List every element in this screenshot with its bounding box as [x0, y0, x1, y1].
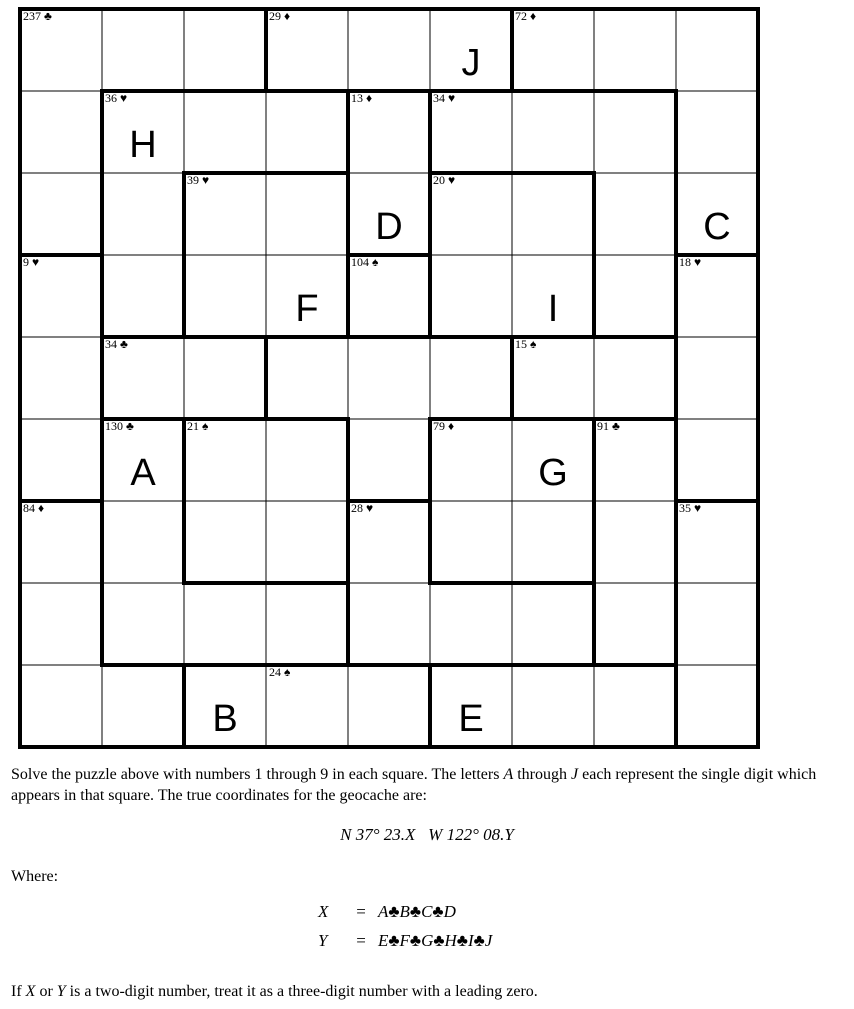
- cage-clue: 237 ♣: [23, 9, 52, 23]
- equation-y-equals: =: [356, 931, 366, 950]
- cage-clue: 104 ♠: [351, 255, 379, 269]
- puzzle-grid: [18, 7, 755, 745]
- cage-clue: 13 ♦: [351, 91, 373, 105]
- footer-y: Y: [56, 983, 66, 1000]
- coords-y: Y: [504, 825, 514, 844]
- cage-clue: 84 ♦: [23, 501, 45, 515]
- cage-clue: 21 ♠: [187, 419, 209, 433]
- cell-letter: J: [461, 42, 481, 84]
- cage-clue: 24 ♠: [269, 665, 291, 679]
- cage-clue: 79 ♦: [433, 419, 455, 433]
- cage-clue: 9 ♥: [23, 255, 40, 269]
- cell-letter: I: [547, 288, 559, 330]
- cell-letter: C: [703, 206, 731, 248]
- grid-outer-border: [20, 9, 758, 747]
- cage-clue: 29 ♦: [269, 9, 291, 23]
- cage-clue: 72 ♦: [515, 9, 537, 23]
- equation-y: [318, 931, 492, 951]
- cage-clue: 15 ♠: [515, 337, 537, 351]
- grid-lines: [18, 7, 760, 750]
- instructions-text-1: Solve the puzzle above with numbers 1 through 9 in each square. The letters: [11, 766, 504, 783]
- cell-letter: A: [130, 452, 156, 494]
- cage-clue: 130 ♣: [105, 419, 134, 433]
- cage-clue: 34 ♣: [105, 337, 128, 351]
- coords-x: X: [405, 825, 416, 844]
- instructions-text-2: through: [513, 766, 572, 783]
- cage-clue: 28 ♥: [351, 501, 374, 515]
- footer-text-3: is a two-digit number, treat it as a three-digit number with a leading zero.: [65, 983, 538, 1000]
- cage-clue: 36 ♥: [105, 91, 128, 105]
- cage-clue: 35 ♥: [679, 501, 702, 515]
- cage-clue: 34 ♥: [433, 91, 456, 105]
- instructions-paragraph: [11, 764, 851, 806]
- coords-west: W 122° 08.: [428, 825, 505, 844]
- cell-letter: H: [129, 124, 157, 166]
- cell-letter: E: [458, 698, 484, 740]
- var-j: J: [571, 766, 579, 783]
- equation-x-equals: =: [356, 902, 366, 921]
- cell-letter: B: [212, 698, 238, 740]
- cage-clue: 20 ♥: [433, 173, 456, 187]
- footer-text-1: If: [11, 983, 26, 1000]
- var-a: A: [503, 766, 514, 783]
- equation-y-var: Y: [318, 931, 328, 950]
- where-label: Where:: [11, 868, 59, 885]
- footer-note: [11, 981, 538, 1002]
- cage-clue: 18 ♥: [679, 255, 702, 269]
- footer-text-2: or: [35, 983, 57, 1000]
- cage-clue: 39 ♥: [187, 173, 210, 187]
- cell-letter: D: [375, 206, 403, 248]
- instructions-text-3: each represent the single digit which appears in that square. The true coordinates for the geocache are:: [11, 766, 817, 804]
- footer-x: X: [25, 983, 36, 1000]
- cell-letter: G: [538, 452, 568, 494]
- equation-x: [318, 902, 456, 922]
- equation-y-expr: E♣F♣G♣H♣I♣J: [378, 931, 493, 950]
- coordinates-formula: [0, 825, 854, 845]
- coords-north: N 37° 23.: [340, 825, 406, 844]
- cell-letter: F: [295, 288, 319, 330]
- equation-x-expr: A♣B♣C♣D: [378, 902, 456, 921]
- equation-x-var: X: [318, 902, 329, 921]
- cage-clue: 91 ♣: [597, 419, 620, 433]
